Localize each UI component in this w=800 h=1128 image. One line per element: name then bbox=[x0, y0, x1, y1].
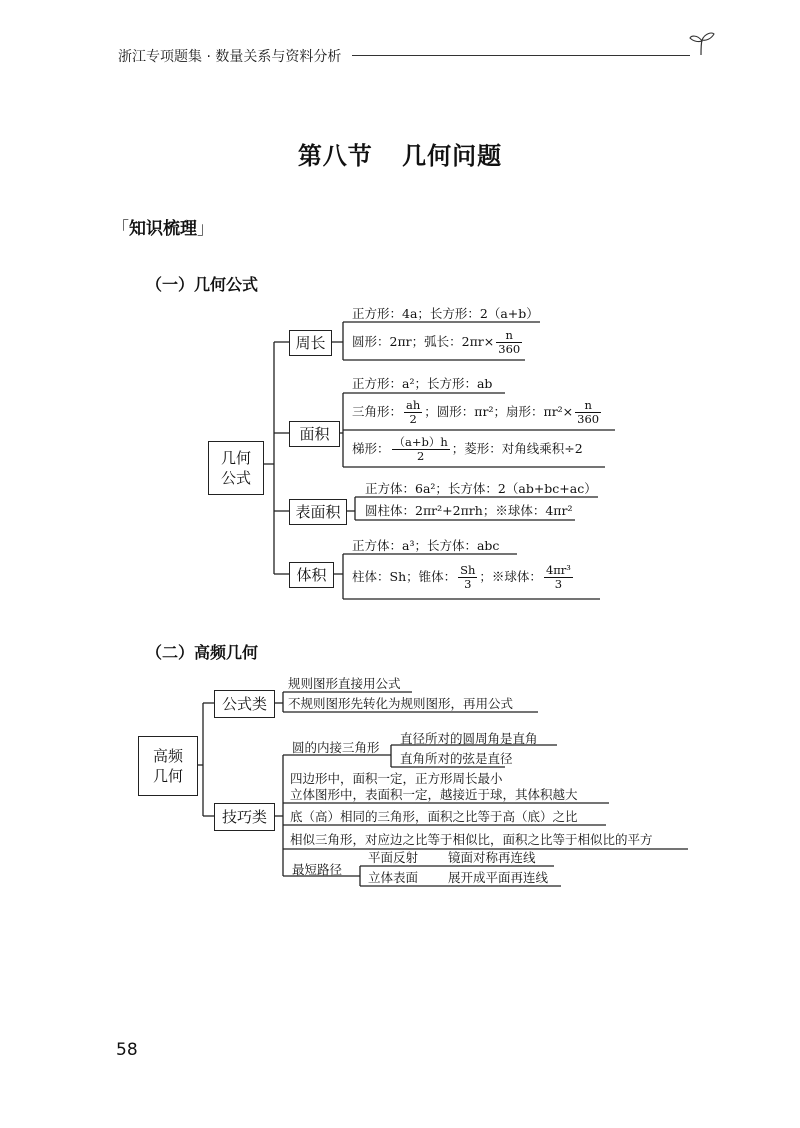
technique-item-3: 底（高）相同的三角形，面积之比等于高（底）之比 bbox=[290, 809, 578, 824]
part2-heading: （二）高频几何 bbox=[146, 643, 259, 662]
shortest-case-1: 平面反射 bbox=[368, 850, 419, 865]
circle-inscribed-label: 圆的内接三角形 bbox=[292, 740, 380, 755]
branch-box-area: 面积 bbox=[289, 421, 340, 447]
root-box-geometry-formulas: 几何公式 bbox=[208, 441, 264, 495]
section-name: 几何问题 bbox=[402, 142, 503, 170]
formula-item-2: 不规则图形先转化为规则图形，再用公式 bbox=[288, 696, 514, 711]
technique-item-2: 立体图形中，表面积一定，越接近于球，其体积越大 bbox=[290, 787, 578, 802]
branch-box-surface-area: 表面积 bbox=[289, 499, 347, 525]
perimeter-line-2: 圆形：2πr；弧长：2πr× $\frac{n}{360}$ bbox=[352, 328, 521, 356]
area-line-1: 正方形：a²；长方形：ab bbox=[352, 376, 493, 391]
bracket-left-icon: 「 bbox=[112, 219, 129, 239]
branch-box-technique-class: 技巧类 bbox=[214, 803, 275, 831]
fraction: $\frac{(a+b)h}{2}$ bbox=[393, 435, 448, 463]
bracket-right-icon: 」 bbox=[197, 219, 214, 239]
technique-item-1: 四边形中，面积一定，正方形周长最小 bbox=[290, 771, 503, 786]
area-line-3: 梯形： $\frac{(a+b)h}{2}$ ；菱形：对角线乘积÷2 bbox=[352, 435, 583, 463]
shortest-case-2: 立体表面 bbox=[368, 870, 419, 885]
surface-line-1: 正方体：6a²；长方体：2（ab+bc+ac） bbox=[365, 481, 597, 496]
area-line-2: 三角形： $\frac{ah}{2}$ ；圆形：πr²；扇形：πr²× $\frac{n}{360}$ bbox=[352, 398, 600, 426]
formula-item-1: 规则图形直接用公式 bbox=[288, 676, 401, 691]
part1-heading: （一）几何公式 bbox=[146, 275, 259, 294]
page-number: 58 bbox=[116, 1040, 138, 1060]
fraction: $\frac{ah}{2}$ bbox=[406, 398, 421, 426]
fraction: $\frac{Sh}{3}$ bbox=[460, 563, 476, 591]
branch-box-perimeter: 周长 bbox=[289, 330, 332, 356]
section-number: 第八节 bbox=[297, 142, 373, 170]
fraction: $\frac{\text{4πr³}}{3}$ bbox=[545, 563, 571, 591]
volume-line-2: 柱体：Sh；锥体： $\frac{Sh}{3}$ ；※球体： $\frac{\text{4πr³}}{3}$ bbox=[352, 563, 571, 591]
branch-box-volume: 体积 bbox=[289, 562, 334, 588]
surface-line-2: 圆柱体：2πr²+2πrh；※球体：4πr² bbox=[365, 503, 573, 518]
technique-item-4: 相似三角形，对应边之比等于相似比，面积之比等于相似比的平方 bbox=[290, 832, 653, 847]
shortest-method-2: 展开成平面再连线 bbox=[448, 870, 549, 885]
branch-box-formula-class: 公式类 bbox=[214, 690, 275, 718]
shortest-method-1: 镜面对称再连线 bbox=[448, 850, 536, 865]
shortest-path-label: 最短路径 bbox=[292, 862, 343, 877]
fraction: $\frac{n}{360}$ bbox=[498, 328, 521, 356]
running-header: 浙江专项题集 · 数量关系与资料分析 bbox=[118, 49, 342, 65]
circle-item-1: 直径所对的圆周角是直角 bbox=[400, 731, 538, 746]
fraction: $\frac{n}{360}$ bbox=[577, 398, 600, 426]
root-box-high-frequency-geometry: 高频几何 bbox=[138, 736, 198, 796]
perimeter-line-1: 正方形：4a；长方形：2（a+b） bbox=[352, 306, 539, 321]
volume-line-1: 正方体：a³；长方体：abc bbox=[352, 538, 500, 553]
knowledge-heading: 「知识梳理」 bbox=[112, 219, 214, 239]
circle-item-2: 直角所对的弦是直径 bbox=[400, 751, 513, 766]
